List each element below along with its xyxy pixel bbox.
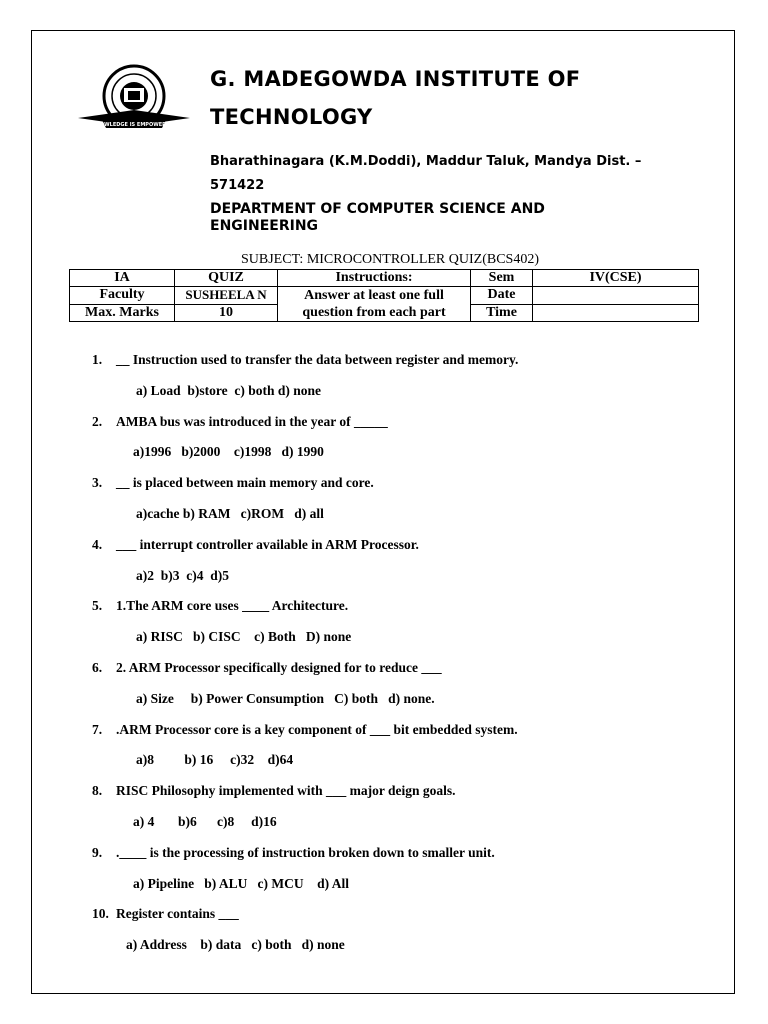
question-item — [92, 658, 712, 689]
institute-logo — [74, 62, 194, 134]
question-list — [92, 350, 712, 966]
question-item — [92, 350, 712, 381]
question-number: 9. — [92, 844, 103, 860]
sem-value: IV(CSE) — [533, 270, 699, 287]
subject-line: SUBJECT: MICROCONTROLLER QUIZ(BCS402) — [241, 252, 539, 267]
instructions-label: Instructions: — [278, 270, 471, 287]
table-row — [70, 287, 699, 305]
question-item — [92, 720, 712, 751]
question-options: a) Address b) data c) both d) none — [126, 937, 345, 953]
sem-label: Sem — [471, 270, 533, 287]
institute-address — [210, 150, 700, 198]
question-item — [92, 904, 712, 935]
question-number: 3. — [92, 475, 103, 491]
question-item — [92, 412, 712, 443]
question-item — [92, 535, 712, 566]
question-options: a)2 b)3 c)4 d)5 — [136, 567, 229, 583]
question-text: __ is placed between main memory and core. — [116, 475, 374, 491]
faculty-value: SUSHEELA N — [175, 287, 278, 305]
question-options: a) RISC b) CISC c) Both D) none — [136, 629, 352, 645]
question-options: a)cache b) RAM c)ROM d) all — [136, 505, 324, 521]
address-line1: Bharathinagara (K.M.Doddi), Maddur Taluk, Mandya Dist. – — [210, 154, 642, 169]
question-number: 7. — [92, 721, 103, 737]
address-line2: 571422 — [210, 178, 265, 193]
question-text: 1.The ARM core uses ____ Architecture. — [116, 598, 349, 614]
question-number: 8. — [92, 783, 103, 799]
question-number: 1. — [92, 352, 103, 367]
date-label: Date — [471, 287, 533, 305]
question-text: .____ is the processing of instruction broken down to smaller unit. — [116, 844, 495, 860]
exam-info-table — [69, 269, 699, 322]
question-text: __ Instruction used to transfer the data between register and memory. — [116, 352, 519, 367]
question-item — [92, 781, 712, 812]
instructions-text: Answer at least one full question from each part — [278, 287, 471, 322]
max-marks-value: 10 — [175, 304, 278, 322]
question-options: a)1996 b)2000 c)1998 d) 1990 — [133, 444, 324, 460]
ia-label: IA — [70, 270, 175, 287]
question-item — [92, 843, 712, 874]
ia-value: QUIZ — [175, 270, 278, 287]
logo-motto: KNOWLEDGE IS EMPOWERING — [91, 122, 177, 128]
question-text: AMBA bus was introduced in the year of _____ — [116, 413, 388, 429]
question-options: a) Size b) Power Consumption C) both d) none. — [136, 690, 435, 706]
question-options: a)8 b) 16 c)32 d)64 — [136, 752, 294, 768]
question-number: 6. — [92, 659, 103, 675]
institute-name-line1: G. MADEGOWDA INSTITUTE OF — [210, 67, 581, 91]
institute-name-line2: TECHNOLOGY — [210, 105, 373, 129]
time-label: Time — [471, 304, 533, 322]
faculty-label: Faculty — [70, 287, 175, 305]
question-number: 2. — [92, 413, 103, 429]
question-number: 4. — [92, 536, 103, 552]
question-text: RISC Philosophy implemented with ___ major deign goals. — [116, 783, 456, 799]
question-text: 2. ARM Processor specifically designed for to reduce ___ — [116, 659, 442, 675]
question-text: Register contains ___ — [116, 906, 239, 922]
max-marks-label: Max. Marks — [70, 304, 175, 322]
department-name: DEPARTMENT OF COMPUTER SCIENCE AND ENGINEERING — [210, 201, 545, 234]
question-options: a) Load b)store c) both d) none — [136, 382, 322, 398]
question-number: 10. — [92, 906, 109, 922]
date-value — [533, 287, 699, 305]
time-value — [533, 304, 699, 322]
question-text: ___ interrupt controller available in ARM Processor. — [116, 536, 419, 552]
question-options: a) Pipeline b) ALU c) MCU d) All — [133, 875, 349, 891]
question-item — [92, 596, 712, 627]
question-number: 5. — [92, 598, 103, 614]
institute-name — [210, 60, 680, 136]
question-options: a) 4 b)6 c)8 d)16 — [133, 813, 277, 829]
question-text: .ARM Processor core is a key component of ___ bit embedded system. — [116, 721, 518, 737]
question-item — [92, 473, 712, 504]
table-row — [70, 270, 699, 287]
